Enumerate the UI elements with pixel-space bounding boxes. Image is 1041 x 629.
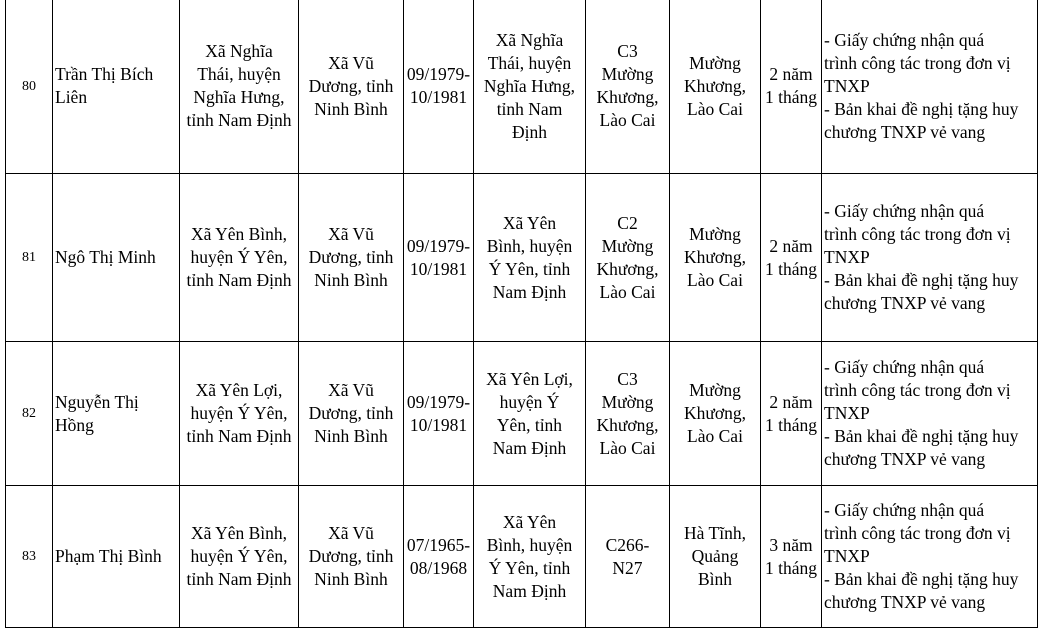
residence-line: Dương, tỉnh: [308, 247, 394, 267]
hometown-cell: [180, 0, 299, 174]
full-name-line: Liên: [55, 87, 88, 107]
hometown-line: tỉnh Nam Định: [186, 426, 292, 446]
service-location-line: Hà Tĩnh,: [684, 523, 746, 543]
unit-line: Lào Cai: [599, 281, 656, 302]
service-duration-cell: [761, 0, 822, 174]
documents-note-line: trình công tác trong đơn vị: [824, 523, 1011, 543]
enlistment-place-cell: [474, 174, 586, 342]
residence-line: Dương, tỉnh: [308, 546, 394, 566]
service-location-cell: [670, 0, 761, 174]
service-location-line: Quảng: [691, 546, 739, 566]
documents-note-cell: [822, 174, 1038, 342]
unit-line: Lào Cai: [599, 110, 656, 130]
service-location-line: Khương,: [683, 403, 746, 423]
enlistment-place-line: huyện Ý: [499, 391, 560, 412]
unit-line: Mường: [601, 64, 654, 84]
row-number-cell: 82: [6, 342, 53, 486]
service-period-cell: [404, 174, 474, 342]
documents-note-line: TNXP: [824, 546, 870, 566]
documents-note-line: - Giấy chứng nhận quá: [824, 500, 985, 520]
documents-note-cell: [822, 0, 1038, 174]
full-name-cell: [53, 486, 180, 628]
service-duration-cell: [761, 174, 822, 342]
hometown-cell: [180, 342, 299, 486]
unit-cell: [586, 174, 670, 342]
documents-note-line: - Bản khai đề nghị tặng huy: [824, 98, 1019, 119]
residence-cell: [299, 174, 404, 342]
service-duration-line: 1 tháng: [764, 414, 817, 435]
residence-cell: [299, 0, 404, 174]
service-location-line: Lào Cai: [687, 98, 743, 119]
documents-note-cell: [822, 342, 1038, 486]
hometown-line: Thái, huyện: [197, 64, 281, 84]
hometown-cell: [180, 486, 299, 628]
service-location-cell: [670, 174, 761, 342]
service-period-line: 10/1981: [409, 258, 468, 279]
enlistment-place-line: Yên, tỉnh: [496, 414, 563, 435]
service-duration-line: 1 tháng: [764, 557, 817, 578]
residence-line: Dương, tỉnh: [308, 403, 394, 423]
documents-note-line: TNXP: [824, 247, 870, 267]
unit-line: Lào Cai: [599, 437, 656, 458]
residence-line: Xã Vũ: [328, 380, 374, 400]
full-name-line: Hồng: [55, 414, 94, 435]
residence-cell: [299, 342, 404, 486]
service-period-cell: [404, 342, 474, 486]
documents-note-line: TNXP: [824, 75, 870, 96]
service-location-line: Khương,: [683, 247, 746, 267]
enlistment-place-line: Xã Yên: [502, 212, 557, 233]
service-period-line: 09/1979-: [406, 235, 471, 256]
service-period-line: 10/1981: [409, 87, 468, 107]
service-duration-line: 2 năm: [769, 235, 813, 256]
unit-line: Mường: [601, 235, 654, 256]
documents-note-line: trình công tác trong đơn vị: [824, 224, 1011, 244]
residence-line: Ninh Bình: [314, 98, 388, 119]
residence-line: Ninh Bình: [314, 569, 388, 589]
hometown-line: tỉnh Nam Định: [186, 110, 292, 130]
documents-note-line: chương TNXP vẻ vang: [824, 592, 986, 612]
service-location-line: Bình: [697, 569, 733, 589]
service-period-line: 07/1965-: [406, 534, 471, 555]
full-name-cell: [53, 174, 180, 342]
unit-line: C3: [617, 368, 638, 389]
hometown-line: tỉnh Nam Định: [186, 569, 292, 589]
service-period-line: 10/1981: [409, 414, 468, 435]
hometown-line: Xã Yên Bình,: [190, 523, 288, 543]
service-period-cell: [404, 486, 474, 628]
documents-note-line: trình công tác trong đơn vị: [824, 380, 1011, 400]
hometown-line: huyện Ý Yên,: [190, 546, 288, 566]
unit-line: C2: [617, 212, 638, 233]
residence-line: Xã Vũ: [328, 52, 374, 73]
documents-note-cell: [822, 486, 1038, 628]
service-location-line: Lào Cai: [687, 426, 743, 446]
unit-line: N27: [612, 557, 643, 578]
enlistment-place-line: Thái, huyện: [487, 52, 572, 73]
full-name-line: Trần Thị Bích: [55, 64, 154, 84]
residence-line: Xã Vũ: [328, 224, 374, 244]
documents-note-line: - Giấy chứng nhận quá: [824, 201, 985, 221]
service-period-line: 09/1979-: [406, 64, 471, 84]
enlistment-place-line: Ý Yên, tỉnh: [488, 557, 571, 578]
table-row: [6, 0, 1038, 174]
unit-cell: [586, 0, 670, 174]
enlistment-place-cell: [474, 0, 586, 174]
service-duration-line: 2 năm: [769, 64, 813, 84]
service-period-line: 09/1979-: [406, 391, 471, 412]
service-period-line: 08/1968: [409, 557, 468, 578]
enlistment-place-cell: [474, 486, 586, 628]
unit-line: C3: [617, 41, 638, 61]
unit-cell: [586, 342, 670, 486]
service-location-line: Mường: [689, 224, 741, 244]
service-location-line: Mường: [689, 52, 741, 73]
service-period-cell: [404, 0, 474, 174]
unit-line: Mường: [601, 391, 654, 412]
full-name-line: Phạm Thị Bình: [55, 546, 162, 566]
documents-note-line: - Bản khai đề nghị tặng huy: [824, 426, 1019, 446]
documents-note-line: chương TNXP vẻ vang: [824, 121, 986, 142]
documents-note-line: - Bản khai đề nghị tặng huy: [824, 270, 1019, 290]
table-row: [6, 486, 1038, 628]
table-row: [6, 342, 1038, 486]
service-duration-line: 3 năm: [769, 534, 813, 555]
full-name-cell: [53, 342, 180, 486]
enlistment-place-line: Nam Định: [492, 437, 567, 458]
unit-line: C266-: [605, 534, 650, 555]
residence-line: Xã Vũ: [328, 523, 374, 543]
hometown-line: Xã Yên Lợi,: [195, 380, 283, 400]
enlistment-place-line: Xã Yên Lợi,: [486, 368, 573, 389]
full-name-line: Ngô Thị Minh: [55, 247, 156, 267]
full-name-cell: [53, 0, 180, 174]
residence-line: Ninh Bình: [314, 270, 388, 290]
full-name-line: Nguyễn Thị: [55, 391, 139, 412]
service-location-cell: [670, 486, 761, 628]
documents-note-line: - Giấy chứng nhận quá: [824, 357, 985, 377]
enlistment-place-line: Bình, huyện: [486, 235, 573, 256]
service-duration-cell: [761, 342, 822, 486]
unit-cell: [586, 486, 670, 628]
row-number-cell: 81: [6, 174, 53, 342]
unit-line: Khương,: [596, 414, 659, 435]
enlistment-place-line: Bình, huyện: [486, 534, 573, 555]
hometown-line: tỉnh Nam Định: [186, 270, 292, 290]
hometown-line: Nghĩa Hưng,: [193, 87, 285, 107]
residence-cell: [299, 486, 404, 628]
enlistment-place-line: Ý Yên, tỉnh: [488, 258, 571, 279]
service-duration-line: 1 tháng: [764, 87, 817, 107]
records-table: [5, 0, 1038, 628]
hometown-line: huyện Ý Yên,: [190, 403, 288, 423]
hometown-line: Xã Nghĩa: [205, 41, 273, 61]
unit-line: Khương,: [596, 87, 659, 107]
documents-note-line: - Giấy chứng nhận quá: [824, 29, 985, 50]
documents-note-line: chương TNXP vẻ vang: [824, 293, 986, 313]
service-duration-line: 2 năm: [769, 391, 813, 412]
enlistment-place-line: Xã Yên: [502, 511, 557, 532]
enlistment-place-line: Xã Nghĩa: [495, 29, 564, 50]
documents-note-line: trình công tác trong đơn vị: [824, 52, 1011, 73]
enlistment-place-line: Nghĩa Hưng,: [483, 75, 576, 96]
hometown-line: huyện Ý Yên,: [190, 247, 288, 267]
residence-line: Ninh Bình: [314, 426, 388, 446]
row-number-cell: 83: [6, 486, 53, 628]
enlistment-place-line: Nam Định: [492, 580, 567, 601]
hometown-cell: [180, 174, 299, 342]
service-location-line: Khương,: [683, 75, 746, 96]
service-location-line: Mường: [689, 380, 741, 400]
enlistment-place-line: Nam Định: [492, 281, 567, 302]
row-number-cell: 80: [6, 0, 53, 174]
enlistment-place-cell: [474, 342, 586, 486]
table-row: [6, 174, 1038, 342]
hometown-line: Xã Yên Bình,: [190, 224, 288, 244]
service-location-cell: [670, 342, 761, 486]
documents-note-line: chương TNXP vẻ vang: [824, 449, 986, 469]
service-location-line: Lào Cai: [687, 270, 743, 290]
enlistment-place-line: tỉnh Nam: [496, 98, 563, 119]
residence-line: Dương, tỉnh: [308, 75, 394, 96]
documents-note-line: - Bản khai đề nghị tặng huy: [824, 569, 1019, 589]
enlistment-place-line: Định: [512, 121, 547, 142]
unit-line: Khương,: [596, 258, 659, 279]
documents-note-line: TNXP: [824, 403, 870, 423]
service-duration-line: 1 tháng: [764, 258, 817, 279]
service-duration-cell: [761, 486, 822, 628]
